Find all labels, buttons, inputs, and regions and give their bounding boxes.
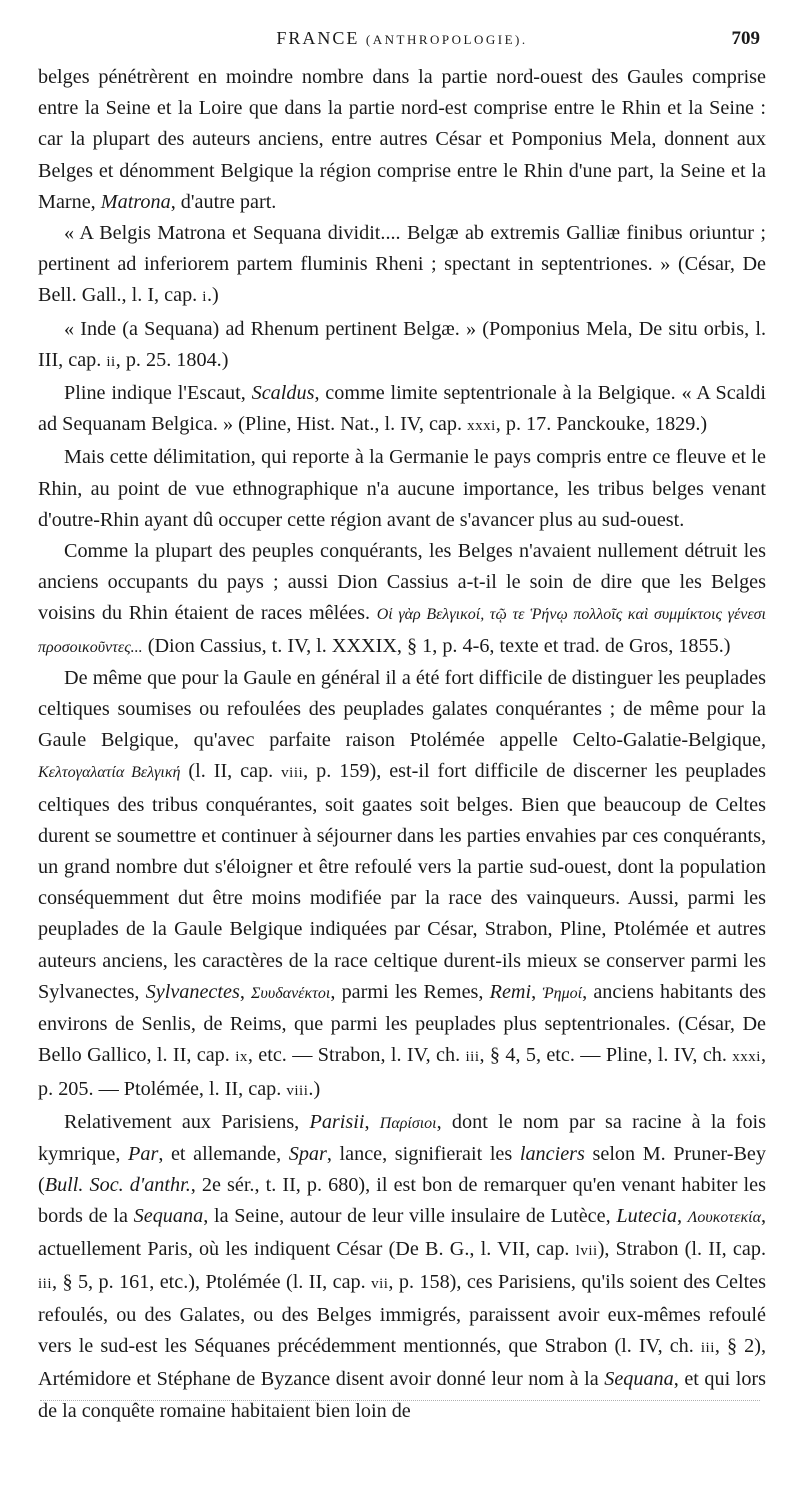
italic-term: Sequana (133, 1205, 204, 1228)
text-span: , 2e sér., t. II, p. 680), il est bon de remarquer qu'en venant habiter les bords de la (38, 1174, 766, 1228)
paragraph-8 (38, 1107, 766, 1427)
italic-term: lanciers (519, 1142, 585, 1165)
italic-term: Sylvanectes (145, 980, 240, 1003)
text-span: , et qui lors de la conquête romaine habitaient bien loin de (38, 1368, 766, 1422)
text-span: , parmi les Remes, (330, 980, 490, 1003)
greek-term: Συυδανέκτοι (251, 984, 331, 1002)
roman-numeral: xxxi (467, 418, 496, 435)
text-span: , p. 159), est-il fort difficile de discerner les peuplades celtiques des tribus conquérantes, soit gaates soit belges. Bien que beaucoup de Celtes durent se soumettre et continuer à séjourner dans les parties envahies par ces conquérants, un grand nombre dut s'éloigner et être refoulé vers la partie sud-ouest, dont la population conséquemment dut être moins modifiée par la race des vainqueurs. Aussi, parmi les peuplades de la Gaule Belgique indiquées par César, Strabon, Pline, Ptolémée et autres auteurs anciens, les caractères de la race celtique durent-ils mieux se conserver parmi les Sylvanectes, (38, 760, 766, 1003)
text-span: , § 5, p. 161, etc.), Ptolémée (l. II, cap. (52, 1270, 372, 1293)
italic-term: Matrona (100, 190, 171, 213)
paragraph-1 (38, 62, 766, 218)
body-text (38, 62, 766, 1427)
paragraph-6 (38, 536, 766, 663)
roman-numeral: xxxi (732, 1049, 761, 1066)
roman-numeral: lvii (575, 1242, 598, 1259)
text-span: , p. 158), ces Parisiens, qu'ils soient des Celtes refoulés, ou des Galates, ou des Belges immigrés, paraissent avoir eux-mêmes refoulé vers le sud-est les Séquanes précédemment mentionnés, que Strabon (l. IV, ch. (38, 1270, 766, 1358)
paragraph-2 (38, 218, 766, 314)
running-title-main: FRANCE (276, 28, 360, 48)
roman-numeral: viii (286, 1082, 309, 1099)
text-span: , la Seine, autour de leur ville insulaire de Lutèce, (203, 1205, 617, 1228)
paragraph-7 (38, 663, 766, 1107)
greek-term: Ῥημοί (542, 984, 583, 1002)
text-span: , (239, 980, 252, 1003)
italic-term: Remi (489, 980, 532, 1003)
text-span: (Dion Cassius, t. IV, l. XXXIX, § 1, p. 4-6, texte et trad. de Gros, 1855.) (142, 634, 731, 657)
text-span: , etc. — Strabon, l. IV, ch. (247, 1044, 466, 1067)
text-span: , (364, 1110, 380, 1133)
footer-dotted-rule (40, 1400, 760, 1401)
greek-term: Λουκοτεκία (687, 1209, 761, 1227)
text-span: , actuellement Paris, où les indiquent César (De B. G., l. VII, cap. (38, 1205, 767, 1260)
italic-term: Parisii (309, 1110, 365, 1133)
text-span: , comme limite septentrionale à la Belgique. « A Scaldi ad Sequanam Belgica. » (Pline, Hist. Nat., l. IV, cap. (38, 382, 766, 436)
text-span: , (676, 1205, 688, 1228)
italic-term: Sequana (604, 1368, 674, 1391)
text-span: Mais cette délimitation, qui reporte à la Germanie le pays compris entre ce fleuve et le Rhin, au point de vue ethnographique n'a aucune importance, les tribus belges venant d'outre-Rhin ayant dû occuper cette région avant de s'avancer plus au sud-ouest. (38, 446, 766, 531)
text-span: , § 2), Artémidore et Stéphane de Byzance disent avoir donné leur nom à la (38, 1335, 766, 1391)
roman-numeral: ix (235, 1049, 248, 1066)
text-span: , (531, 980, 543, 1003)
text-span: Pline indique l'Escaut, (64, 382, 252, 405)
text-span: Comme la plupart des peuples conquérants, les Belges n'avaient nullement détruit les anciens occupants du pays ; aussi Dion Cassius a-t-il le soin de dire que les Belges voisins du Rhin étaient de races mêlées. (38, 540, 766, 625)
text-span: « A Belgis Matrona et Sequana dividit.... Belgæ ab extremis Galliæ finibus oriuntur ; pertinent ad inferiorem partem fluminis Rheni ; spectant in septentriones. » (César, De Bell. Gall., l. I, cap. (38, 222, 766, 307)
running-title (38, 28, 766, 49)
roman-numeral: viii (281, 765, 304, 782)
italic-term: Spar (288, 1142, 327, 1165)
text-span: ), Strabon (l. II, cap. (597, 1237, 766, 1260)
roman-numeral: iii (465, 1049, 480, 1066)
roman-numeral: ii (106, 353, 116, 370)
text-span: .) (206, 284, 219, 307)
text-span: , lance, signifierait les (326, 1142, 520, 1165)
italic-term: Bull. Soc. d'anthr. (44, 1174, 191, 1197)
text-span: , p. 17. Panckouke, 1829.) (495, 413, 708, 436)
page-number: 709 (731, 28, 760, 49)
paragraph-3 (38, 314, 766, 378)
text-span: (l. II, cap. (180, 760, 282, 783)
text-span: belges pénétrèrent en moindre nombre dans la partie nord-ouest des Gaules comprise entre la Seine et la Loire que dans la partie nord-est comprise entre le Rhin et la Seine : car la plupart des auteurs anciens, entre autres César et Pomponius Mela, donnent aux Belges et dénomment Belgique la région comprise entre le Rhin d'une part, la Seine et la Marne, (38, 66, 766, 213)
italic-term: Scaldus (251, 382, 315, 405)
italic-term: Par (128, 1142, 159, 1165)
running-title-sub: (ANTHROPOLOGIE). (365, 32, 528, 47)
greek-term: Κελτογαλατία Βελγική (38, 764, 181, 782)
roman-numeral: i (202, 289, 207, 306)
roman-numeral: iii (700, 1340, 715, 1357)
text-span: , et allemande, (158, 1142, 289, 1165)
text-span: , dont le nom par sa racine à la fois kymrique, (38, 1110, 767, 1165)
greek-term: Παρίσιοι (379, 1114, 437, 1132)
text-span: « Inde (a Sequana) ad Rhenum pertinent Belgæ. » (Pomponius Mela, De situ orbis, l. III, cap. (38, 317, 766, 371)
italic-term: Lutecia (616, 1205, 677, 1228)
roman-numeral: vii (371, 1275, 389, 1292)
roman-numeral: iii (38, 1275, 53, 1292)
text-span: Relativement aux Parisiens, (64, 1110, 310, 1133)
running-head (38, 28, 766, 62)
text-span: , § 4, 5, etc. — Pline, l. IV, ch. (479, 1044, 733, 1067)
text-span: , p. 205. — Ptolémée, l. II, cap. (38, 1044, 766, 1100)
text-span: , p. 25. 1804.) (115, 348, 229, 371)
text-span: , anciens habitants des environs de Senlis, de Reims, que parmi les peuplades plus septentrionales. (César, De Bello Gallico, l. II, cap. (38, 980, 767, 1067)
text-span: .) (308, 1077, 321, 1100)
text-span: selon M. Pruner-Bey ( (38, 1142, 766, 1197)
text-span: , d'autre part. (170, 190, 277, 213)
paragraph-4 (38, 378, 766, 442)
greek-quote: Οἱ γὰρ Βελγικοί, τῷ τε Ῥήνῳ πολλοῖς καὶ συμμίκτοις γένεσι προσοικοῦντες... (38, 606, 766, 656)
text-span: De même que pour la Gaule en général il a été fort difficile de distinguer les peuplades celtiques soumises ou refoulées des peuplades galates conquérantes ; de même pour la Gaule Belgique, qu'avec parfaite raison Ptolémée appelle Celto-Galatie-Belgique, (38, 666, 766, 752)
paragraph-5 (38, 442, 766, 536)
